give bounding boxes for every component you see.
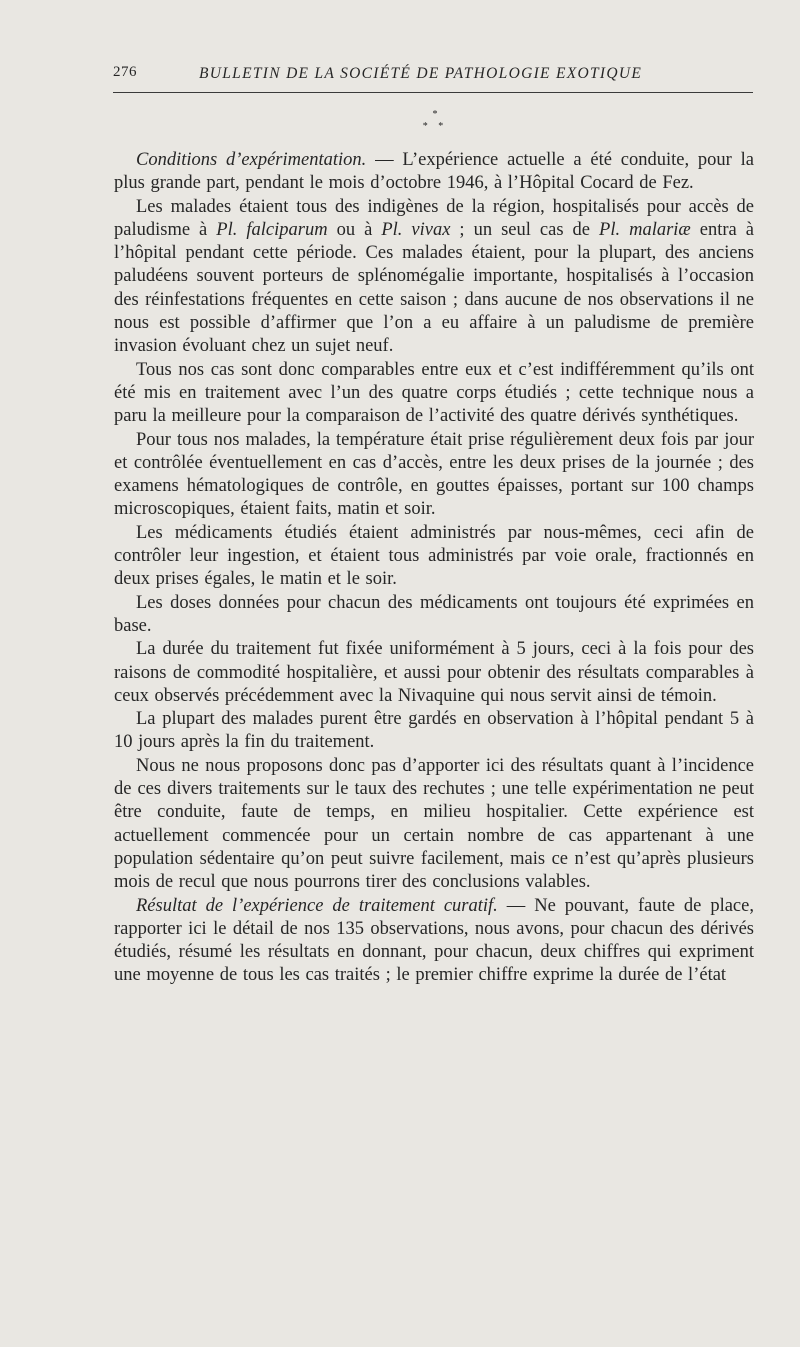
running-header	[113, 62, 753, 90]
paragraph-medications: Les médicaments étudiés étaient administrés par nous-mêmes, ceci afin de contrôler leur ingestion, et étaient tous administrés par voie orale, fractionnés en deux prises égales, le matin et le soir.	[114, 522, 754, 590]
asterism-top: *	[432, 109, 438, 120]
paragraph-patients	[114, 196, 754, 359]
paragraph-text: ou à	[327, 219, 382, 240]
paragraph-text: — L’expérience actuelle a été conduite, pour la plus grande part, pendant le mois d’octobre 1946, à l’Hôpital Cocard de Fez.	[114, 150, 754, 194]
paragraph-comparable: Tous nos cas sont donc comparables entre eux et c’est indifféremment qu’ils ont été mis en traitement avec l’un des quatre corps étudiés ; cette technique nous a paru la meilleure pour la comparaison de l’activité des quatre dérivés synthétiques.	[114, 359, 754, 427]
paragraph-conditions	[114, 149, 754, 196]
paragraph-relapses: Nous ne nous proposons donc pas d’apporter ici des résultats quant à l’incidence de ces divers traitements sur le taux des rechutes ; une telle expérimentation ne peut être conduite, faute de temps, en milieu hospitalier. Cette expérience est actuellement commencée pour un certain nombre de cas appartenant à une population sédentaire qu’on peut suivre facilement, mais ce n’est qu’après plusieurs mois de recul que nous pourrons tirer des conclusions valables.	[114, 755, 754, 893]
running-title: BULLETIN DE LA SOCIÉTÉ DE PATHOLOGIE EXOTIQUE	[199, 65, 643, 82]
section-separator	[420, 110, 450, 138]
paragraph-text: entra à l’hôpital pendant cette période. Ces malades étaient, pour la plupart, des anciens paludéens souvent porteurs de splénomégalie importante, hospitalisés à l’occasion des réinfestations fréquentes en cette saison ; dans aucune de nos observations il ne nous est possible d’affirmer que l’on a eu affaire à un paludisme de première invasion évoluant chez un sujet neuf.	[114, 219, 754, 357]
paragraph-temperature: Pour tous nos malades, la température était prise régulièrement deux fois par jour et contrôlée éventuellement en cas d’accès, entre les deux prises de la journée ; des examens hématologiques de contrôle, en gouttes épaisses, portant sur 100 champs microscopiques, étaient faits, matin et soir.	[114, 429, 754, 520]
species-name: Pl. falciparum	[216, 219, 328, 240]
section-heading-results: Résultat de l’expérience de traitement curatif.	[136, 895, 498, 916]
section-heading-conditions: Conditions d’expérimentation.	[136, 150, 367, 170]
paragraph-doses: Les doses données pour chacun des médicaments ont toujours été exprimées en base.	[114, 592, 754, 636]
paragraph-duration: La durée du traitement fut fixée uniformément à 5 jours, ceci à la fois pour des raisons de commodité hospitalière, et aussi pour obtenir des résultats comparables à ceux observés précédemment avec la Nivaquine qui nous servit ainsi de témoin.	[114, 639, 754, 706]
paragraph-text: Les malades étaient tous des indigènes de la région, hospitalisés pour accès de paludisme à	[114, 196, 754, 240]
article-body	[114, 149, 754, 988]
asterism-bottom: * *	[422, 121, 448, 132]
paragraph-text: ; un seul cas de	[450, 219, 600, 240]
paragraph-text: — Ne pouvant, faute de place, rapporter ici le détail de nos 135 observations, nous avons, pour chacun des dérivés étudiés, résumé les résultats en donnant, pour chacun, deux chiffres qui expriment une moyenne de tous les cas traités ; le premier chiffre exprime la durée de l’état	[114, 895, 754, 986]
page-number: 276	[113, 64, 137, 80]
species-name: Pl. vivax	[381, 219, 451, 240]
paragraph-results	[114, 895, 754, 988]
species-name: Pl. malariæ	[599, 219, 691, 240]
paragraph-observation: La plupart des malades purent être gardés en observation à l’hôpital pendant 5 à 10 jours après la fin du traitement.	[114, 709, 754, 753]
header-rule	[113, 92, 753, 93]
